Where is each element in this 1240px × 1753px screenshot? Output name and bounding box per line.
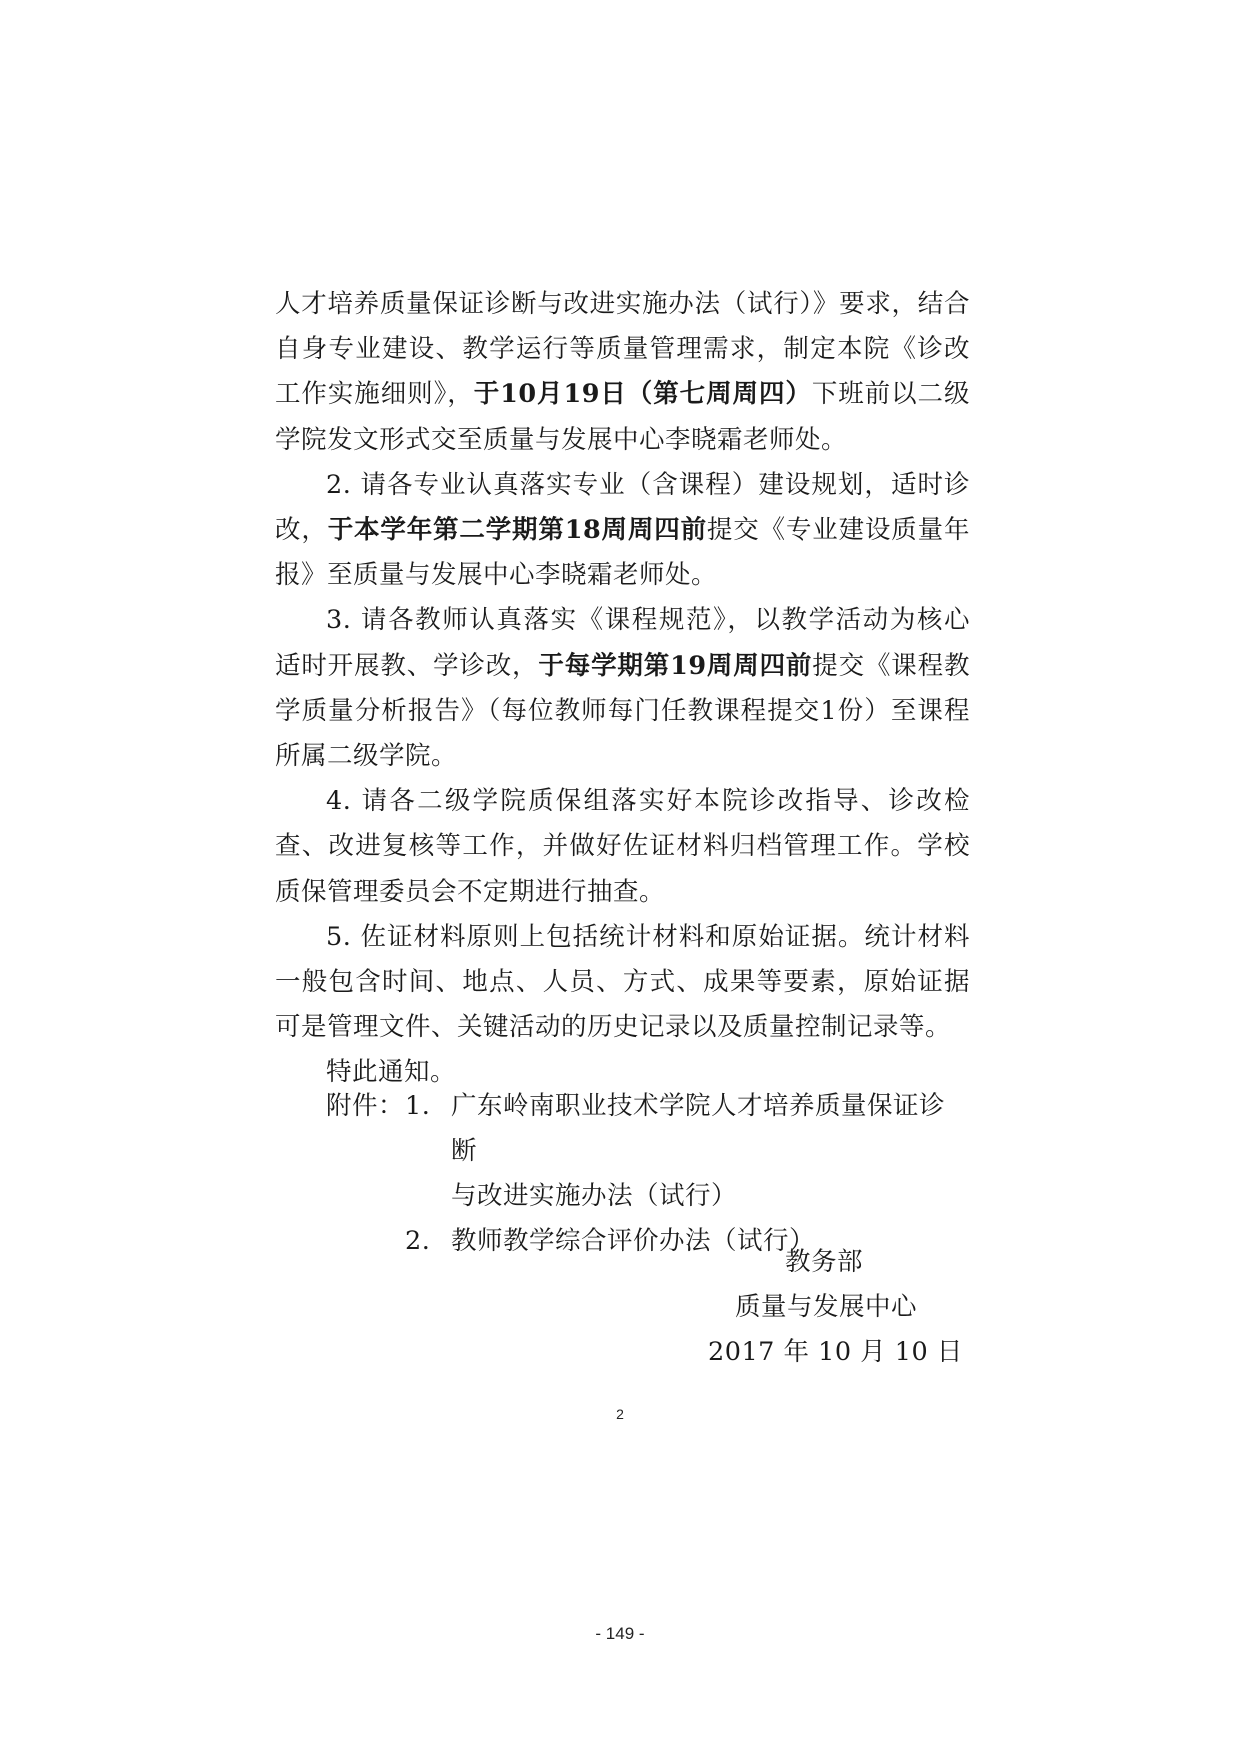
intro-text-2: 下班前以二级学院发文形式交至质量与发展中心李晓霜老师处。 <box>275 379 970 455</box>
attachments-label: 附件： <box>326 1091 405 1121</box>
item2-text-2: 提交《专业建设质量年报》至质量与发展中心李晓霜老师处。 <box>275 515 970 591</box>
attachment-1-title-cont: 与改进实施办法（试行） <box>451 1181 738 1211</box>
paragraph-intro <box>275 282 970 463</box>
item2-deadline: 于本学年第二学期第18周周四前 <box>327 515 707 546</box>
signature-block <box>700 1240 963 1375</box>
item2-text-1: 2. 请各专业认真落实专业（含课程）建设规划，适时诊改， <box>275 469 970 546</box>
signature-date: 2017 年 10 月 10 日 <box>708 1337 963 1367</box>
inner-page-number: 2 <box>616 1406 624 1422</box>
item3-text-2: 提交《课程教学质量分析报告》（每位教师每门任教课程提交1份）至课程所属二级学院。 <box>275 650 970 772</box>
attachments-block <box>326 1084 966 1264</box>
attachment-1-number: 1. <box>405 1091 431 1121</box>
list-item-4: 4. 请各二级学院质保组落实好本院诊改指导、诊改检查、改进复核等工作，并做好佐证材料归档管理工作。学校质保管理委员会不定期进行抽查。 <box>275 786 970 907</box>
attachment-2-title: 教师教学综合评价办法（试行） <box>451 1226 816 1256</box>
list-item-5: 5. 佐证材料原则上包括统计材料和原始证据。统计材料一般包含时间、地点、人员、方式、成果等要素，原始证据可是管理文件、关键活动的历史记录以及质量控制记录等。 <box>275 921 970 1043</box>
attachment-1 <box>326 1084 966 1174</box>
outer-page-number: - 149 - <box>595 1624 645 1643</box>
intro-text-1: 人才培养质量保证诊断与改进实施办法（试行）》要求，结合自身专业建设、教学运行等质量管理需求，制定本院《诊改工作实施细则》， <box>275 289 970 410</box>
signature-dept-2: 质量与发展中心 <box>735 1292 918 1322</box>
closing-text: 特此通知。 <box>326 1057 457 1088</box>
item3-text-1: 3. 请各教师认真落实《课程规范》，以教学活动为核心适时开展教、学诊改， <box>275 605 970 681</box>
document-body <box>275 282 970 1096</box>
list-item-3 <box>275 598 970 779</box>
attachment-1-title: 广东岭南职业技术学院人才培养质量保证诊断 <box>451 1091 946 1166</box>
intro-deadline: 于10月19日（第七周周四） <box>473 379 812 410</box>
list-item-2 <box>275 463 970 599</box>
signature-dept-1: 教务部 <box>785 1247 864 1277</box>
attachment-2-number: 2. <box>405 1226 431 1256</box>
item3-deadline: 于每学期第19周周四前 <box>538 650 813 681</box>
